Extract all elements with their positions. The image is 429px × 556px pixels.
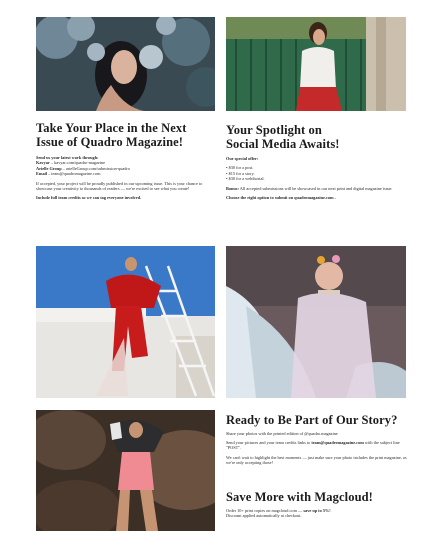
quadro-heading: Take Your Place in the Next Issue of Quadro Magazine! <box>36 121 187 149</box>
bonus-text <box>226 186 406 191</box>
bonus-body: All accepted submissions will be showcased in our next print and digital magazine issue. <box>239 185 393 191</box>
photo-woman-flowers <box>36 17 215 111</box>
link-arielle-text: – arielleGroup.com/submission-quadro <box>62 165 130 171</box>
link-email-name: Email <box>36 171 47 177</box>
offer-item: • $15 for a story. <box>226 170 255 176</box>
spotlight-heading: Your Spotlight on Social Media Awaits! <box>226 123 340 151</box>
offer-label: Our special offer: <box>226 156 259 161</box>
magcloud-heading: Save More with Magcloud! <box>226 490 373 504</box>
photo-woman-waterfall <box>226 246 406 398</box>
offer-item: • $30 for a webiborial. <box>226 176 265 182</box>
story-line-3: We can't wait to highlight the best moments — just make sure your photo includes the print magazine, as we're only accepting those! <box>226 454 407 466</box>
story-line-2c: with the subject line "POST". <box>226 439 400 451</box>
spotlight-section <box>226 124 406 200</box>
story-line-1: Share your photos with the printed edition of @quadro.magazine <box>226 430 338 436</box>
link-kavyar-name: Kavyar <box>36 160 50 166</box>
story-email[interactable]: team@quadromagazine.com <box>311 439 364 445</box>
bonus-label: Bonus: <box>226 185 239 191</box>
magcloud-section <box>226 491 408 518</box>
link-email-text: – team@quadromagazine.com <box>48 171 101 177</box>
magcloud-discount: save up to 5%! <box>303 507 331 513</box>
photo-woman-gate <box>226 17 406 111</box>
link-arielle-name: Arielle Group <box>36 165 62 171</box>
story-section <box>226 414 408 466</box>
link-kavyar-text: – kavyar.com/quadro-magazine <box>50 160 106 166</box>
choose-text: Choose the right option to submit on quadromagazine.com . <box>226 195 336 201</box>
credits-note: Include full team credits so we can tag everyone involved. <box>36 195 142 201</box>
offer-item: • $30 for a post. <box>226 165 254 171</box>
quadro-paragraph: If accepted, your project will be proudly published in our upcoming issue. This is your chance to showcase your creativity to thousands of readers — we're excited to see what you create! <box>36 180 203 192</box>
magcloud-line-2: Discount applied automatically at checkout. <box>226 512 302 518</box>
photo-woman-ladder <box>36 246 215 398</box>
story-line-2 <box>226 440 408 451</box>
story-heading: Ready to Be Part of Our Story? <box>226 413 398 427</box>
quadro-section <box>36 122 216 201</box>
story-line-2a: Send your pictures and your team credits links to <box>226 439 311 445</box>
photo-woman-swimsuit <box>36 410 215 531</box>
magcloud-line-1a: Order 10+ print copies on magcloud.com — <box>226 507 303 513</box>
send-label: Send us your latest work through: <box>36 155 99 160</box>
